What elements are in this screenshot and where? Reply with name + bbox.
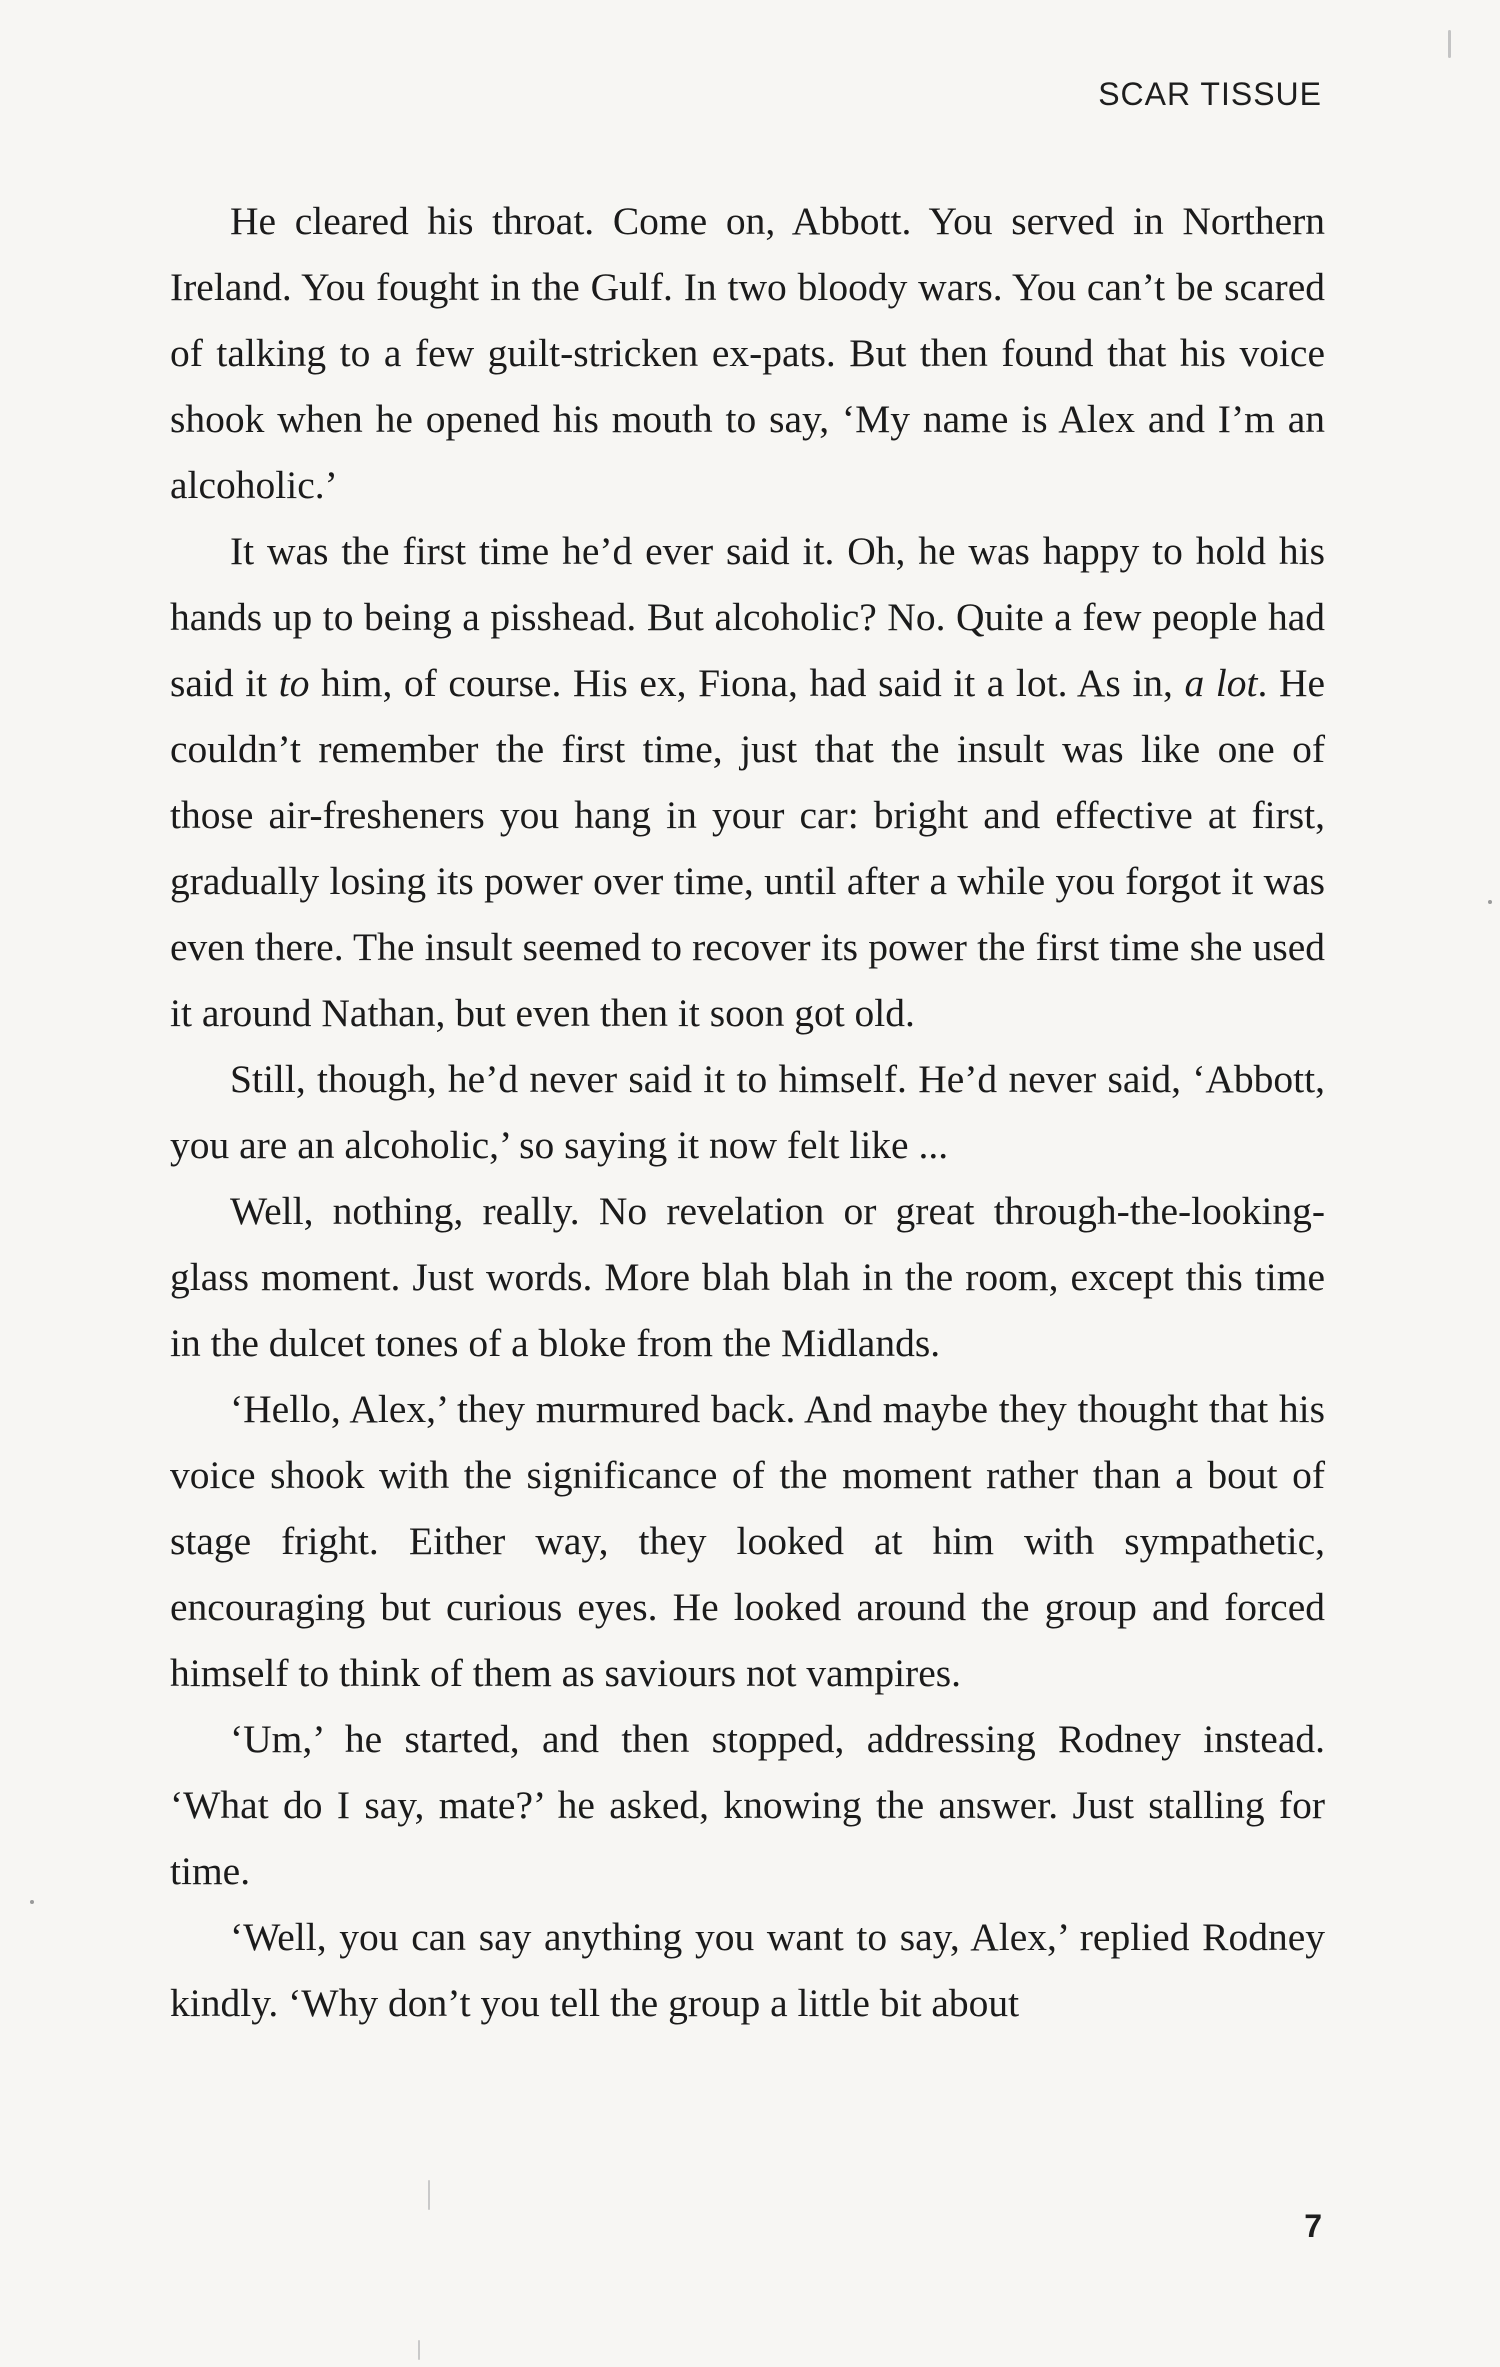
paragraph [170,188,1325,518]
text-run: ‘Um,’ he started, and then stopped, addressing Rodney instead. ‘What do I say, mate?’ he asked, knowing the answer. Just stalling for time. [170,1717,1325,1893]
text-run: Still, though, he’d never said it to himself. He’d never said, ‘Abbott, you are an alcoholic,’ so saying it now felt like ... [170,1057,1325,1167]
italic-text: to [278,661,310,705]
paragraph [170,1706,1325,1904]
scan-speck [428,2180,430,2210]
body-text [170,188,1325,2036]
scan-speck [1448,30,1451,58]
paragraph [170,1046,1325,1178]
running-head: SCAR TISSUE [1098,76,1322,112]
paragraph [170,518,1325,1046]
page-number: 7 [1304,2208,1322,2244]
scan-speck [418,2340,420,2360]
paragraph [170,1376,1325,1706]
scan-speck [1488,900,1492,904]
text-run: . He couldn’t remember the first time, just that the insult was like one of those air-fresheners you hang in your car: bright and effective at first, gradually losing its power over time, until after a while you forgot it was even there. The insult seemed to recover its power the first time she used it around Nathan, but even then it soon got old. [170,661,1325,1035]
italic-text: a lot [1184,661,1258,705]
paragraph [170,1904,1325,2036]
text-run: ‘Hello, Alex,’ they murmured back. And maybe they thought that his voice shook with the significance of the moment rather than a bout of stage fright. Either way, they looked at him with sympathetic, encouraging but curious eyes. He looked around the group and forced himself to think of them as saviours not vampires. [170,1387,1325,1695]
text-run: ‘Well, you can say anything you want to say, Alex,’ replied Rodney kindly. ‘Why don’t you tell the group a little bit about [170,1915,1325,2025]
paragraph [170,1178,1325,1376]
text-run: It was the first time he’d ever said it. Oh, he was happy to hold his hands up to being a pisshead. But alcoholic? No. Quite a few people had said it [170,529,1325,705]
text-run: Well, nothing, really. No revelation or great through-the-looking-glass moment. Just words. More blah blah in the room, except this time in the dulcet tones of a bloke from the Midlands. [170,1189,1325,1365]
scan-speck [30,1900,34,1904]
text-run: He cleared his throat. Come on, Abbott. You served in Northern Ireland. You fought in the Gulf. In two bloody wars. You can’t be scared of talking to a few guilt-stricken ex-pats. But then found that his voice shook when he opened his mouth to say, ‘My name is Alex and I’m an alcoholic.’ [170,199,1325,507]
text-run: him, of course. His ex, Fiona, had said it a lot. As in, [309,661,1185,705]
